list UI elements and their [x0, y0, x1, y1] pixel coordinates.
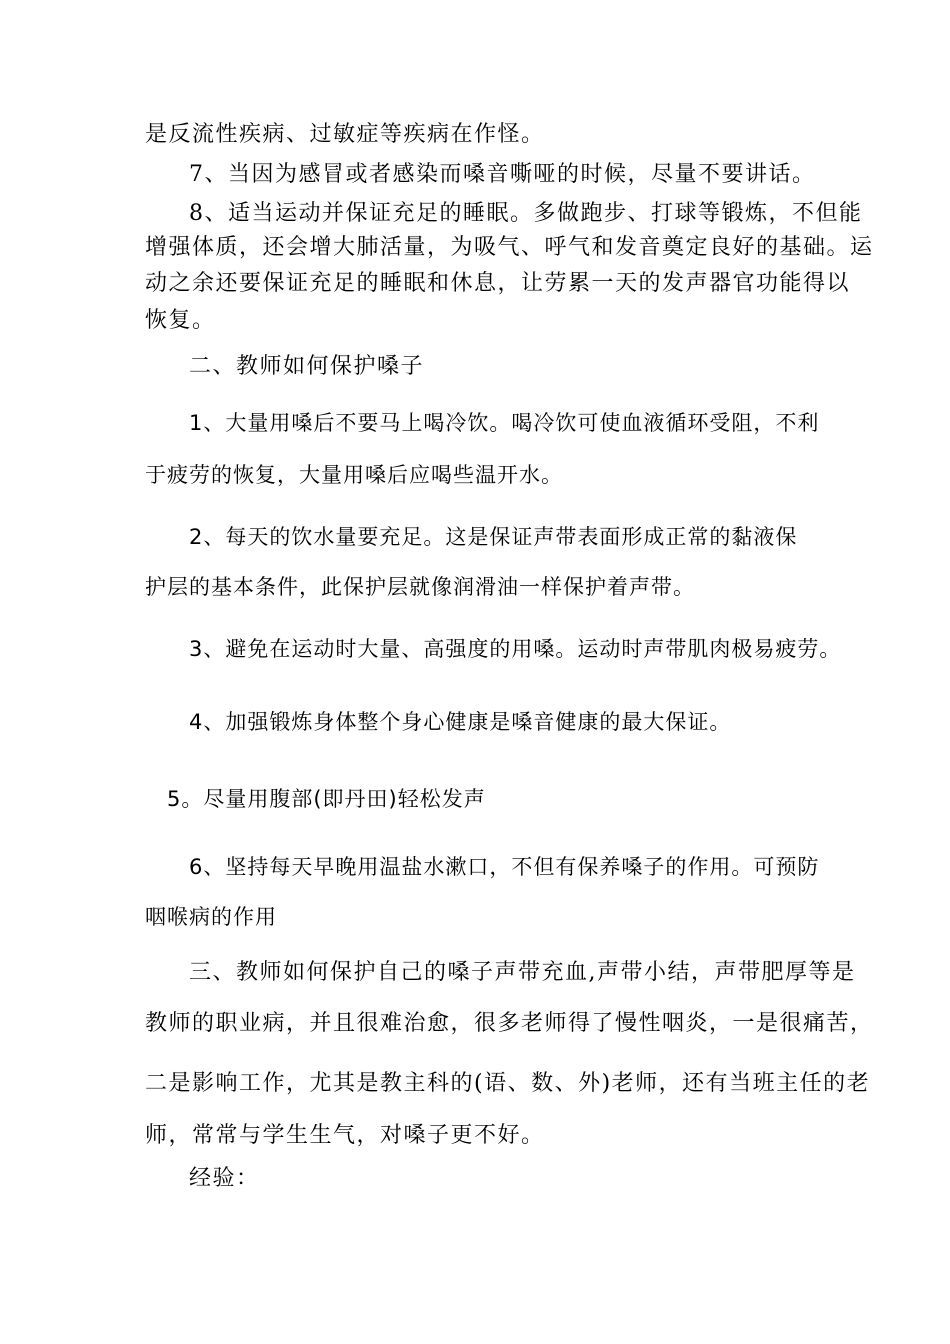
paragraph-line: 1、大量用嗓后不要马上喝冷饮。喝冷饮可使血液循环受阻，不利 — [189, 411, 820, 435]
paragraph-line: 经验： — [189, 1166, 260, 1191]
paragraph-line: 护层的基本条件，此保护层就像润滑油一样保护着声带。 — [145, 575, 695, 599]
section-heading: 三、教师如何保护自己的嗓子声带充血,声带小结，声带肥厚等是 — [189, 960, 856, 985]
paragraph-line: 7、当因为感冒或者感染而嗓音嘶哑的时候，尽量不要讲话。 — [189, 162, 816, 187]
paragraph-line: 于疲劳的恢复，大量用嗓后应喝些温开水。 — [145, 463, 563, 487]
paragraph-line: 6、坚持每天早晚用温盐水漱口，不但有保养嗓子的作用。可预防 — [189, 855, 820, 879]
paragraph-line: 3、避免在运动时大量、高强度的用嗓。运动时声带肌肉极易疲劳。 — [189, 637, 842, 661]
paragraph-line: 咽喉病的作用 — [145, 905, 277, 929]
paragraph-line: 8、适当运动并保证充足的睡眠。多做跑步、打球等锻炼，不但能 — [189, 201, 863, 226]
paragraph-line: 5。尽量用腹部(即丹田)轻松发声 — [167, 787, 486, 811]
paragraph-line: 2、每天的饮水量要充足。这是保证声带表面形成正常的黏液保 — [189, 525, 798, 549]
paragraph-line: 教师的职业病，并且很难治愈，很多老师得了慢性咽炎，一是很痛苦， — [145, 1011, 874, 1036]
paragraph-line: 二是影响工作，尤其是教主科的(语、数、外)老师，还有当班主任的老 — [145, 1071, 871, 1096]
section-heading: 二、教师如何保护嗓子 — [189, 354, 425, 379]
paragraph-line: 动之余还要保证充足的睡眠和休息，让劳累一天的发声器官功能得以 — [145, 271, 851, 296]
paragraph-line: 恢复。 — [145, 308, 216, 333]
paragraph-line: 师，常常与学生生气，对嗓子更不好。 — [145, 1123, 545, 1148]
paragraph-line: 增强体质，还会增大肺活量，为吸气、呼气和发音奠定良好的基础。运 — [145, 235, 874, 260]
paragraph-line: 4、加强锻炼身体整个身心健康是嗓音健康的最大保证。 — [189, 710, 732, 734]
paragraph-line: 是反流性疾病、过敏症等疾病在作怪。 — [145, 122, 545, 147]
